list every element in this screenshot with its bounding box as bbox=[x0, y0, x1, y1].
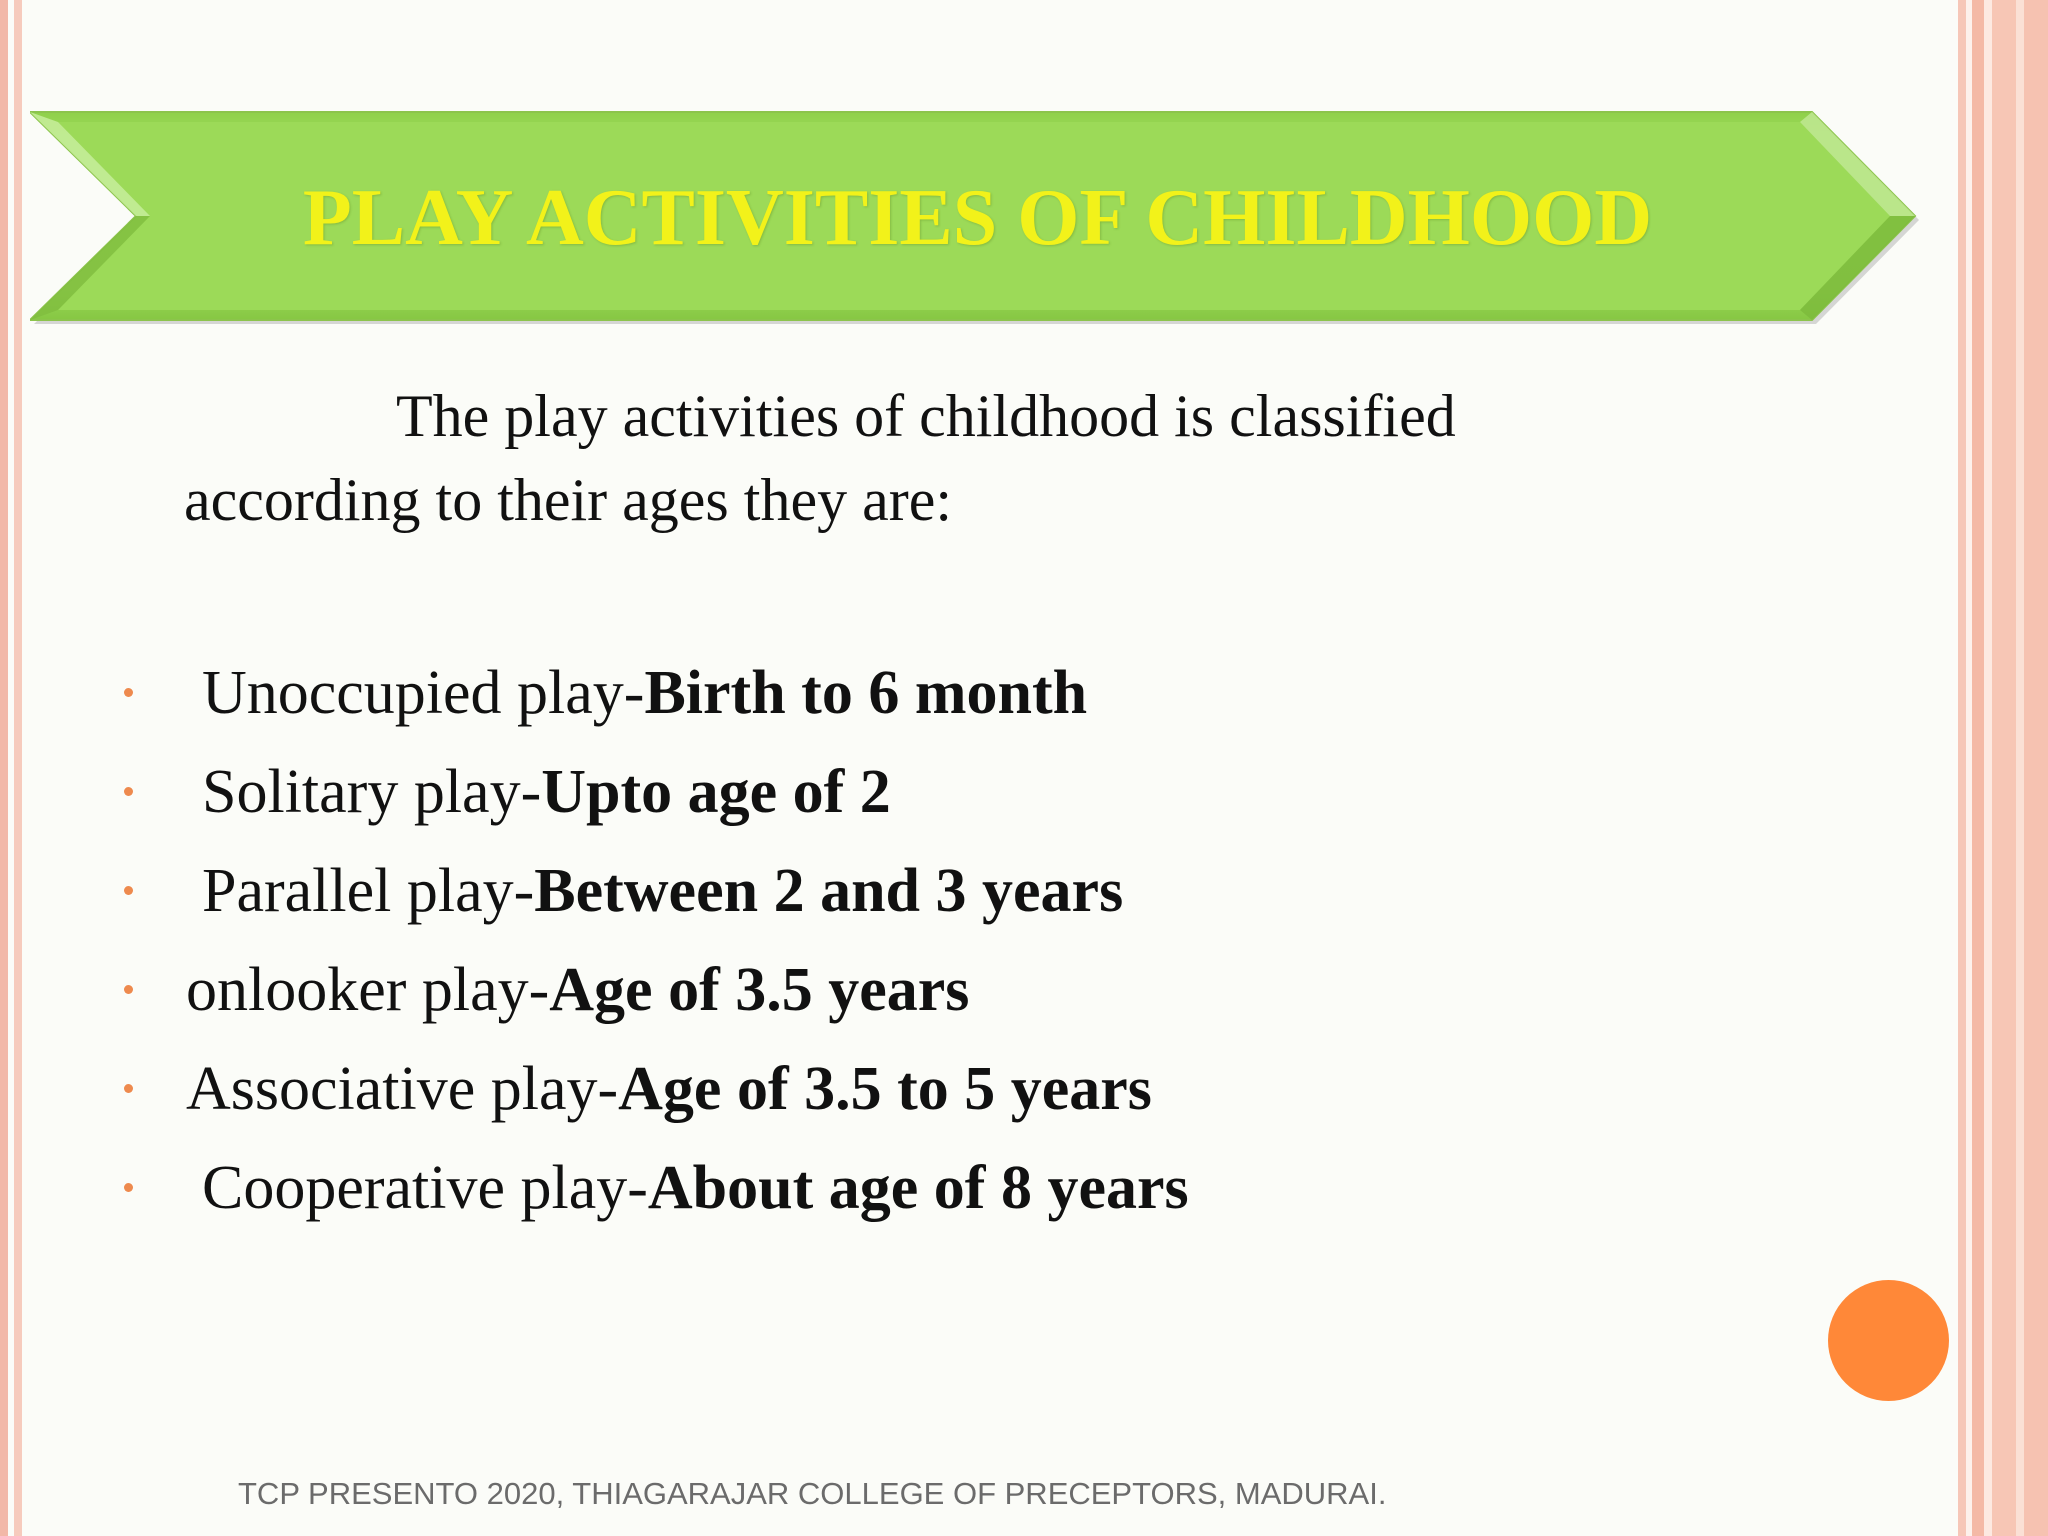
intro-line-1: The play activities of childhood is classified bbox=[396, 383, 1456, 449]
list-item-text bbox=[202, 747, 891, 837]
play-type-label: Cooperative play- bbox=[202, 1154, 648, 1222]
bullet-icon bbox=[124, 688, 133, 697]
play-type-label: Unoccupied play- bbox=[202, 659, 645, 727]
play-age-range: Between 2 and 3 years bbox=[534, 857, 1124, 925]
play-age-range: Age of 3.5 to 5 years bbox=[618, 1055, 1152, 1123]
right-border-stripes bbox=[1958, 0, 2048, 1536]
play-type-label: Solitary play- bbox=[202, 758, 542, 826]
list-item-text bbox=[186, 945, 969, 1035]
list-item-text bbox=[202, 648, 1087, 738]
list-item bbox=[0, 945, 1900, 1044]
play-type-label: Associative play- bbox=[186, 1055, 619, 1123]
list-item bbox=[0, 1143, 1900, 1242]
play-age-range: Age of 3.5 years bbox=[549, 956, 970, 1024]
list-item bbox=[0, 747, 1900, 846]
list-item-text bbox=[186, 1044, 1152, 1134]
play-age-range: Birth to 6 month bbox=[644, 659, 1088, 727]
list-item-text bbox=[202, 1143, 1189, 1233]
slide-title: PLAY ACTIVITIES OF CHILDHOOD bbox=[302, 173, 1653, 262]
intro-paragraph bbox=[184, 374, 1684, 542]
list-item bbox=[0, 648, 1900, 747]
bullet-icon bbox=[124, 787, 133, 796]
decorative-circle bbox=[1828, 1280, 1949, 1401]
bullet-icon bbox=[124, 1183, 133, 1192]
intro-line-2: according to their ages they are: bbox=[184, 467, 952, 533]
play-type-label: onlooker play- bbox=[186, 956, 550, 1024]
bullet-icon bbox=[124, 985, 133, 994]
list-item bbox=[0, 846, 1900, 945]
play-age-range: About age of 8 years bbox=[647, 1154, 1189, 1222]
bullet-icon bbox=[124, 886, 133, 895]
bullet-icon bbox=[124, 1084, 133, 1093]
slide-footer: TCP PRESENTO 2020, THIAGARAJAR COLLEGE OF PRECEPTORS, MADURAI. bbox=[238, 1476, 1387, 1511]
list-item-text bbox=[202, 846, 1123, 936]
list-item bbox=[0, 1044, 1900, 1143]
play-age-range: Upto age of 2 bbox=[541, 758, 891, 826]
play-type-label: Parallel play- bbox=[202, 857, 535, 925]
play-types-list bbox=[0, 648, 1900, 1242]
